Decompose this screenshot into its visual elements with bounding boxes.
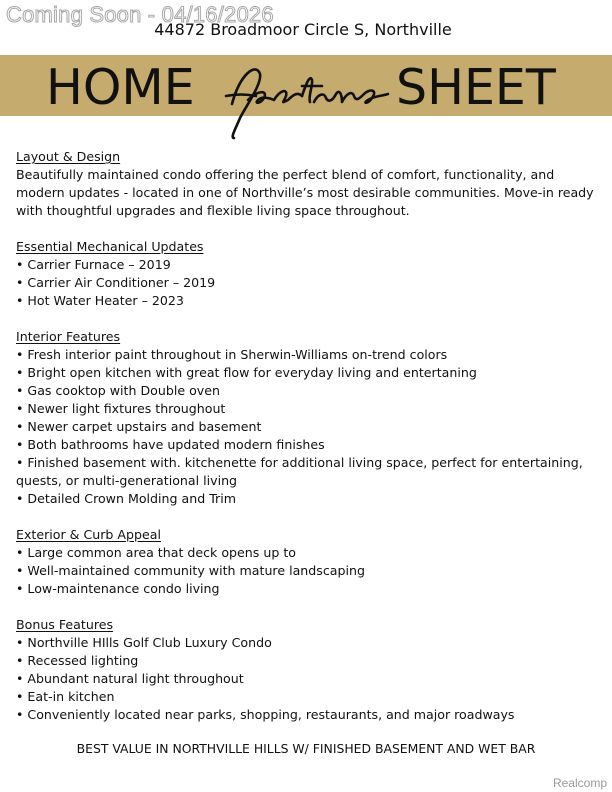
- property-address: 44872 Broadmoor Circle S, Northville: [154, 20, 452, 39]
- exterior-curb-appeal-section: [16, 526, 602, 598]
- section-heading: Essential Mechanical Updates: [16, 239, 204, 254]
- list-item: • Abundant natural light throughout: [16, 671, 244, 686]
- list-item: • Low-maintenance condo living: [16, 581, 220, 596]
- list-item: • Carrier Air Conditioner – 2019: [16, 275, 216, 290]
- list-item: • Fresh interior paint throughout in Sherwin-Williams on-trend colors: [16, 347, 448, 362]
- list-item: • Conveniently located near parks, shopping, restaurants, and major roadways: [16, 707, 515, 722]
- list-item: • Eat-in kitchen: [16, 689, 115, 704]
- interior-features-section: [16, 328, 602, 508]
- list-item: • Newer light fixtures throughout: [16, 401, 226, 416]
- coming-soon-watermark: Coming Soon - 04/16/2026: [6, 2, 274, 27]
- list-item: • Both bathrooms have updated modern finishes: [16, 437, 325, 452]
- realcomp-credit: Realcomp: [552, 776, 607, 790]
- layout-design-section: [16, 148, 602, 220]
- banner-sheet-word: SHEET: [396, 59, 556, 116]
- section-heading: Layout & Design: [16, 149, 121, 164]
- list-item: • Hot Water Heater – 2023: [16, 293, 184, 308]
- list-item: • Detailed Crown Molding and Trim: [16, 491, 236, 506]
- list-item: • Carrier Furnace – 2019: [16, 257, 171, 272]
- banner-home-word: HOME: [46, 59, 195, 116]
- section-heading: Interior Features: [16, 329, 121, 344]
- mechanical-updates-section: [16, 238, 602, 310]
- section-heading: Bonus Features: [16, 617, 114, 632]
- bonus-features-section: [16, 616, 602, 724]
- closing-value-statement: BEST VALUE IN NORTHVILLE HILLS W/ FINISHED BASEMENT AND WET BAR: [76, 741, 536, 756]
- list-item: • Well-maintained community with mature landscaping: [16, 563, 365, 578]
- list-item: • Bright open kitchen with great flow for everyday living and entertaning: [16, 365, 477, 380]
- feature-script-lettering: [218, 56, 396, 140]
- list-item: • Northville HIlls Golf Club Luxury Condo: [16, 635, 272, 650]
- feature-content: [16, 148, 602, 742]
- list-item: • Gas cooktop with Double oven: [16, 383, 220, 398]
- list-item: • Large common area that deck opens up to: [16, 545, 296, 560]
- list-item: • Recessed lighting: [16, 653, 139, 668]
- list-item: • Finished basement with. kitchenette for additional living space, perfect for entertaining, quests, or multi-generational living: [16, 455, 583, 488]
- section-paragraph: Beautifully maintained condo offering the perfect blend of comfort, functionality, and modern updates - located in one of Northville’s most desirable communities. Move-in ready with thoughtful upgrades and flexible living space throughout.: [16, 167, 594, 218]
- list-item: • Newer carpet upstairs and basement: [16, 419, 262, 434]
- section-heading: Exterior & Curb Appeal: [16, 527, 162, 542]
